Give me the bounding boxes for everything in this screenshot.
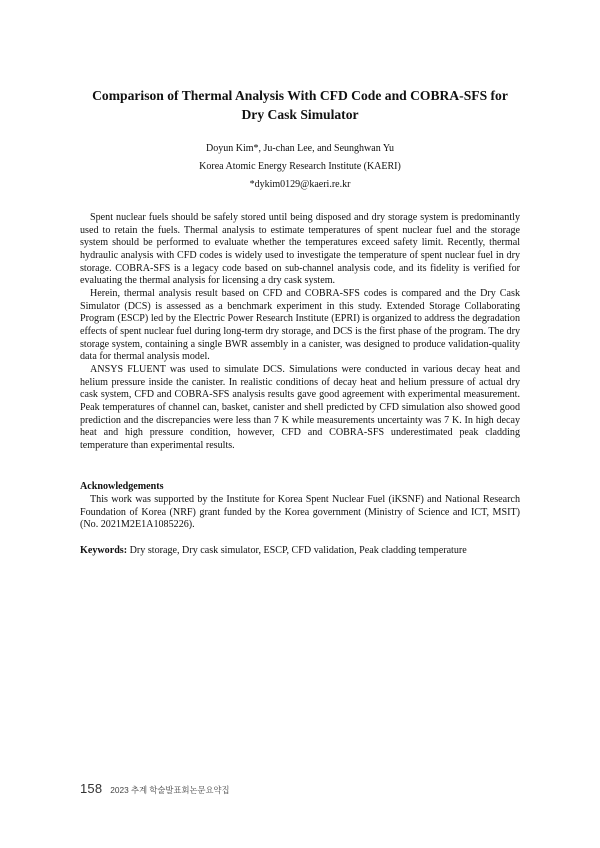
- abstract-paragraph: Spent nuclear fuels should be safely stored until being disposed and dry storage system is predominantly used to retain the fuels. Thermal analysis to estimate temperatures of spent nuclear fuel and the storage system should be performed to evaluate whether the temperatures exceed safety limit. Recently, thermal hydraulic analysis with CFD codes is widely used to investigate the temperature of spent nuclear fuel in dry storage. COBRA-SFS is a legacy code based on sub-channel analysis code, and its fidelity is verified for evaluating the thermal analysis for licensing a dry cask system.: [80, 212, 520, 287]
- page-number: 158: [80, 781, 103, 796]
- keywords: [80, 545, 520, 558]
- author-list: Doyun Kim*, Ju-chan Lee, and Seunghwan Yu: [206, 143, 394, 154]
- title-line-1: Comparison of Thermal Analysis With CFD Code and COBRA-SFS for: [92, 88, 508, 103]
- affiliation: Korea Atomic Energy Research Institute (KAERI): [199, 161, 401, 172]
- keywords-label: Keywords:: [80, 545, 128, 556]
- title-line-2: Dry Cask Simulator: [241, 107, 359, 122]
- abstract-body: [80, 212, 520, 452]
- page-footer: [80, 781, 230, 797]
- acknowledgements-text: This work was supported by the Institute for Korea Spent Nuclear Fuel (iKSNF) and National Research Foundation of Korea (NRF) grant funded by the Korea government (Ministry of Science and ICT, MSIT) (No. 2021M2E1A1085226).: [80, 494, 520, 531]
- paper-title: [60, 86, 540, 124]
- keywords-text: Dry storage, Dry cask simulator, ESCP, CFD validation, Peak cladding temperature: [127, 545, 467, 556]
- abstract-paragraph: ANSYS FLUENT was used to simulate DCS. Simulations were conducted in various decay heat and helium pressure inside the canister. In realistic conditions of decay heat and helium pressure of actual dry cask system, CFD and COBRA-SFS analysis results gave good agreement with experimental measurement. Peak temperatures of channel can, basket, canister and shell predicted by CFD simulation also showed good prediction and the discrepancies were less than 7 K while measurements uncertainty was 7 K. In high decay heat and high pressure condition, however, CFD and COBRA-SFS underestimated peak cladding temperature than experimental results.: [80, 363, 520, 451]
- corresponding-email: *dykim0129@kaeri.re.kr: [249, 179, 351, 190]
- acknowledgements-heading: Acknowledgements: [80, 481, 164, 492]
- proceedings-label: 2023 추계 학술발표회논문요약집: [110, 785, 230, 795]
- abstract-paragraph: Herein, thermal analysis result based on CFD and COBRA-SFS codes is compared and the Dry Cask Simulator (DCS) is assessed as a benchmark experiment in this study. Extended Storage Collaborating Program (ESCP) led by the Electric Power Research Institute (EPRI) is organized to address the degradation effects of spent nuclear fuel during long-term dry storage, and DCS is the first phase of the program. The dry storage system, containing a single BWR assembly in a canister, was designed to produce validation-quality data for thermal analysis model.: [80, 287, 520, 363]
